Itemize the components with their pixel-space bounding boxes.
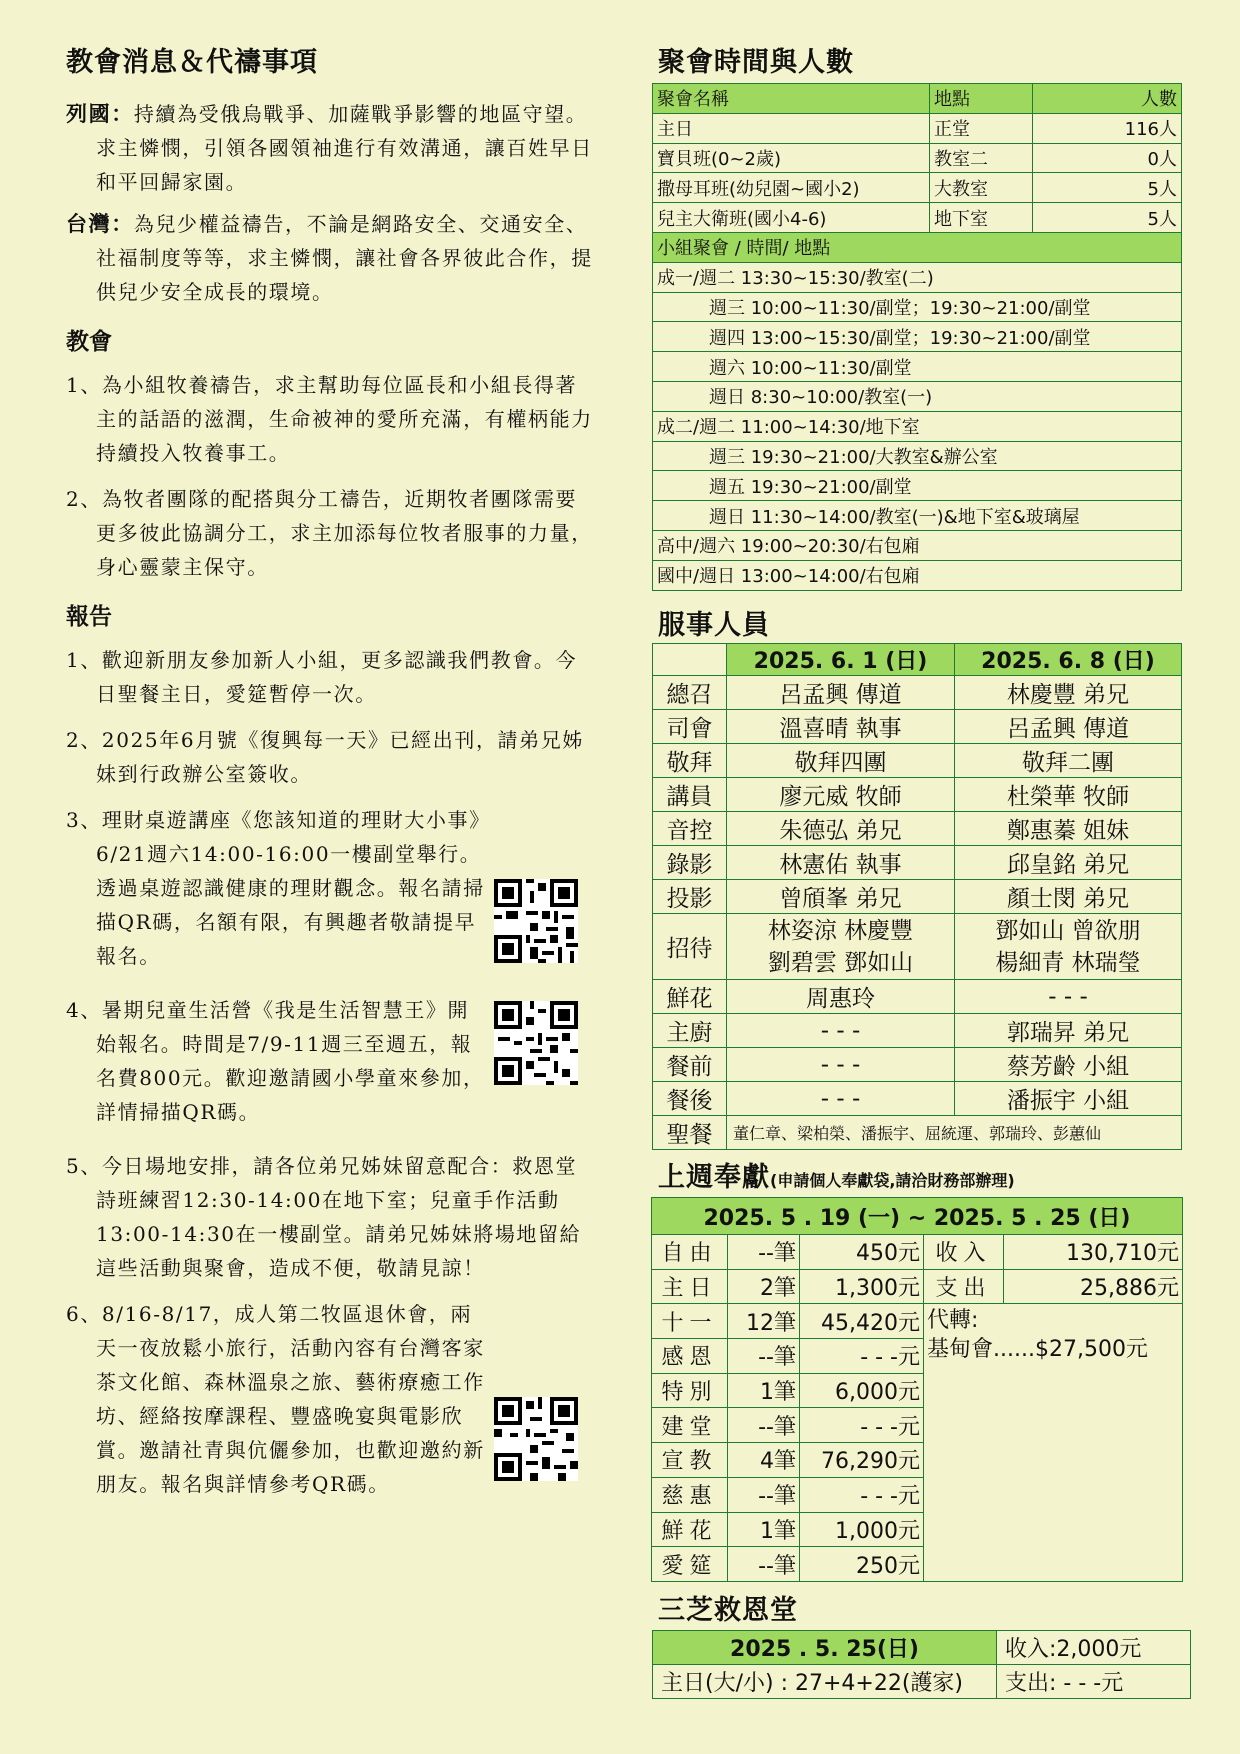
- table-cell: 董仁章、梁柏榮、潘振宇、屈統運、郭瑞玲、彭蕙仙: [727, 1116, 1182, 1150]
- church-item: 1、為小組牧養禱告，求主幫助每位區長和小組長得著主的話語的滋潤，生命被神的愛所充滿，有權柄能力持續投入牧養事工。: [66, 373, 593, 465]
- sanzhi-income: 收入:2,000元: [997, 1631, 1191, 1665]
- group-row: 週四 13:00~15:30/副堂；19:30~21:00/副堂: [653, 322, 1182, 352]
- table-row: [653, 1082, 1182, 1116]
- table-row: [653, 914, 1182, 980]
- table-row: [653, 710, 1182, 744]
- table-cell: 餐後: [653, 1082, 727, 1116]
- table-cell: 林慶豐 弟兄: [955, 676, 1182, 710]
- group-row: 高中/週六 19:00~20:30/右包廂: [653, 530, 1182, 560]
- table-cell: 主廚: [653, 1014, 727, 1048]
- report-item: 5、今日場地安排，請各位弟兄姊妹留意配合：救恩堂詩班練習12:30-14:00在地下室；兒童手作活動13:00-14:30在一樓副堂。請弟兄姊妹將場地留給這些活動與聚會，造成不便，敬請見諒！: [66, 1154, 582, 1280]
- table-cell: - - -: [727, 1014, 955, 1048]
- table-cell: 130,710元: [1004, 1235, 1183, 1270]
- transfer-note: 代轉: 基甸會......$27,500元: [924, 1304, 1183, 1582]
- sanzhi-attendance: 主日(大/小) : 27+4+22(護家): [653, 1665, 997, 1699]
- prayer-text: 為兒少權益禱告，不論是網路安全、交通安全、社福制度等等，求主憐憫，讓社會各界彼此合作，提供兒少安全成長的環境。: [96, 212, 593, 304]
- prayer-nations: [66, 97, 596, 199]
- table-cell: 郭瑞昇 弟兄: [955, 1014, 1182, 1048]
- table-cell: 宣教: [652, 1443, 728, 1478]
- table-cell: 溫喜晴 執事: [727, 710, 955, 744]
- left-column: [66, 40, 596, 1513]
- table-row: [653, 203, 1182, 233]
- col-header: 人數: [1033, 84, 1182, 114]
- table-cell: 兒主大衛班(國小4-6): [653, 203, 930, 233]
- table-cell: 45,420元: [800, 1304, 924, 1339]
- prayer-label: 列國：: [66, 102, 134, 126]
- date-header: 2025. 6. 8 (日): [955, 644, 1182, 676]
- table-cell: 鄭惠蓁 姐妹: [955, 812, 1182, 846]
- report-item: 2、2025年6月號《復興每一天》已經出刊，請弟兄姊妹到行政辦公室簽收。: [66, 728, 584, 786]
- table-cell: 廖元威 牧師: [727, 778, 955, 812]
- offering-period: 2025. 5 . 19 (一) ~ 2025. 5 . 25 (日): [652, 1198, 1183, 1235]
- meetings-title: 聚會時間與人數: [658, 47, 854, 78]
- table-row: [653, 1631, 1191, 1665]
- report-text: 3、理財桌遊講座《您該知道的理財大小事》6/21週六14:00-16:00一樓副堂舉行。透過桌遊認識健康的理財觀念。報名請掃描QR碼，名額有限，有興趣者敬請提早報名。: [66, 808, 485, 968]
- table-cell: 主日: [653, 113, 930, 143]
- col-header: 地點: [930, 84, 1033, 114]
- table-cell: 1筆: [728, 1373, 800, 1408]
- table-cell: --筆: [728, 1339, 800, 1374]
- table-cell: 感恩: [652, 1339, 728, 1374]
- table-cell: 朱德弘 弟兄: [727, 812, 955, 846]
- table-cell: 司會: [653, 710, 727, 744]
- table-cell: 十一: [652, 1304, 728, 1339]
- col-header: 聚會名稱: [653, 84, 930, 114]
- qr-code-icon[interactable]: [494, 1397, 578, 1481]
- table-cell: 4筆: [728, 1443, 800, 1478]
- table-row: [653, 1048, 1182, 1082]
- table-cell: 鮮花: [652, 1512, 728, 1547]
- table-cell: - - -元: [800, 1339, 924, 1374]
- table-cell: 錄影: [653, 846, 727, 880]
- table-cell: 主日: [652, 1269, 728, 1304]
- group-row: 國中/週日 13:00~14:00/右包廂: [653, 560, 1182, 590]
- table-cell: 潘振宇 小組: [955, 1082, 1182, 1116]
- prayer-text: 持續為受俄烏戰爭、加薩戰爭影響的地區守望。求主憐憫，引領各國領袖進行有效溝通，讓百姓早日和平回歸家園。: [96, 102, 593, 194]
- table-cell: 林憲佑 執事: [727, 846, 955, 880]
- prayer-label: 台灣：: [66, 212, 134, 236]
- table-cell: 鮮花: [653, 980, 727, 1014]
- report-item: [66, 993, 596, 1129]
- table-cell: - - -元: [800, 1477, 924, 1512]
- table-cell: 收入: [924, 1235, 1004, 1270]
- report-text: 4、暑期兒童生活營《我是生活智慧王》開始報名。時間是7/9-11週三至週五，報名費800元。歡迎邀請國小學童來參加，詳情掃描QR碼。: [66, 998, 485, 1124]
- group-row: 週三 19:30~21:00/大教室&辦公室: [653, 441, 1182, 471]
- table-row: [653, 1014, 1182, 1048]
- table-cell: - - -: [727, 1082, 955, 1116]
- table-cell: 正堂: [930, 113, 1033, 143]
- table-cell: 大教室: [930, 173, 1033, 203]
- table-cell: 地下室: [930, 203, 1033, 233]
- table-row: [653, 113, 1182, 143]
- report-item: [66, 803, 596, 973]
- table-row: [653, 143, 1182, 173]
- report-text: 6、8/16-8/17，成人第二牧區退休會，兩天一夜放鬆小旅行，活動內容有台灣客家茶文化館、森林溫泉之旅、藝術療癒工作坊、經絡按摩課程、豐盛晚宴與電影欣賞。邀請社青與伉儷參加，也歡迎邀約新朋友。報名與詳情參考QR碼。: [66, 1302, 485, 1496]
- staff-table: [652, 643, 1182, 1150]
- table-cell: 曾頎峯 弟兄: [727, 880, 955, 914]
- table-cell: 蔡芳齡 小組: [955, 1048, 1182, 1082]
- church-item: 2、為牧者團隊的配搭與分工禱告，近期牧者團隊需要更多彼此協調分工，求主加添每位牧者服事的力量，身心靈蒙主保守。: [66, 487, 593, 579]
- report-title: 報告: [66, 604, 112, 630]
- group-row: 週日 11:30~14:00/教室(一)&地下室&玻璃屋: [653, 501, 1182, 531]
- table-row: [652, 1304, 1183, 1339]
- table-cell: 5人: [1033, 203, 1182, 233]
- table-cell: 450元: [800, 1235, 924, 1270]
- table-cell: 1筆: [728, 1512, 800, 1547]
- prayer-taiwan: [66, 207, 596, 309]
- table-cell: 音控: [653, 812, 727, 846]
- table-cell: - - -: [955, 980, 1182, 1014]
- table-cell: 1,300元: [800, 1269, 924, 1304]
- qr-code-icon[interactable]: [494, 1001, 578, 1085]
- table-row: [653, 846, 1182, 880]
- table-cell: 愛筵: [652, 1547, 728, 1582]
- table-cell: 撒母耳班(幼兒園~國小2): [653, 173, 930, 203]
- sanzhi-title: 三芝救恩堂: [658, 1595, 798, 1626]
- table-cell: 116人: [1033, 113, 1182, 143]
- table-cell: [653, 644, 727, 676]
- table-cell: 敬拜二團: [955, 744, 1182, 778]
- table-cell: 寶貝班(0~2歲): [653, 143, 930, 173]
- table-row: [652, 1235, 1183, 1270]
- staff-title: 服事人員: [658, 610, 770, 641]
- church-title: 教會: [66, 329, 112, 355]
- qr-code-icon[interactable]: [494, 879, 578, 963]
- table-cell: 聖餐: [653, 1116, 727, 1150]
- table-cell: 總召: [653, 676, 727, 710]
- group-row: 成二/週二 11:00~14:30/地下室: [653, 411, 1182, 441]
- report-item: 1、歡迎新朋友參加新人小組，更多認識我們教會。今日聖餐主日，愛筵暫停一次。: [66, 648, 578, 706]
- table-cell: 餐前: [653, 1048, 727, 1082]
- table-cell: 周惠玲: [727, 980, 955, 1014]
- table-cell: 建堂: [652, 1408, 728, 1443]
- offering-table: [651, 1197, 1183, 1582]
- table-row: [653, 1116, 1182, 1150]
- group-row: 週五 19:30~21:00/副堂: [653, 471, 1182, 501]
- group-row: 週六 10:00~11:30/副堂: [653, 352, 1182, 382]
- sanzhi-expense: 支出: - - -元: [997, 1665, 1191, 1699]
- table-cell: 12筆: [728, 1304, 800, 1339]
- table-cell: 250元: [800, 1547, 924, 1582]
- group-row: 成一/週二 13:30~15:30/教室(二): [653, 262, 1182, 292]
- meetings-table: [652, 83, 1182, 591]
- table-cell: 1,000元: [800, 1512, 924, 1547]
- table-cell: 76,290元: [800, 1443, 924, 1478]
- table-cell: 2筆: [728, 1269, 800, 1304]
- report-item: [66, 1297, 596, 1501]
- table-cell: 顏士閔 弟兄: [955, 880, 1182, 914]
- table-cell: --筆: [728, 1235, 800, 1270]
- sanzhi-table: [652, 1630, 1191, 1699]
- table-cell: 教室二: [930, 143, 1033, 173]
- table-cell: 自由: [652, 1235, 728, 1270]
- offering-title: 上週奉獻(申請個人奉獻袋,請洽財務部辦理): [658, 1162, 1015, 1193]
- table-row: [653, 1665, 1191, 1699]
- date-header: 2025. 6. 1 (日): [727, 644, 955, 676]
- group-row: 週三 10:00~11:30/副堂；19:30~21:00/副堂: [653, 292, 1182, 322]
- table-cell: 5人: [1033, 173, 1182, 203]
- table-cell: 邱皇銘 弟兄: [955, 846, 1182, 880]
- news-title: 教會消息＆代禱事項: [66, 47, 318, 78]
- table-row: [653, 812, 1182, 846]
- table-cell: 6,000元: [800, 1373, 924, 1408]
- table-cell: --筆: [728, 1408, 800, 1443]
- table-cell: 投影: [653, 880, 727, 914]
- group-header: 小組聚會 / 時間/ 地點: [653, 232, 1182, 262]
- table-row: [652, 1269, 1183, 1304]
- table-row: [653, 173, 1182, 203]
- table-cell: 鄧如山 曾欲朋 楊細青 林瑞瑩: [955, 914, 1182, 980]
- table-cell: 特別: [652, 1373, 728, 1408]
- table-row: [653, 744, 1182, 778]
- table-cell: 林姿涼 林慶豐 劉碧雲 鄧如山: [727, 914, 955, 980]
- table-cell: 講員: [653, 778, 727, 812]
- table-cell: 0人: [1033, 143, 1182, 173]
- table-row: [653, 880, 1182, 914]
- table-cell: 呂孟興 傳道: [727, 676, 955, 710]
- sanzhi-date: 2025 . 5. 25(日): [653, 1631, 997, 1665]
- table-cell: 慈惠: [652, 1477, 728, 1512]
- table-cell: 敬拜: [653, 744, 727, 778]
- group-row: 週日 8:30~10:00/教室(一): [653, 381, 1182, 411]
- table-cell: 支出: [924, 1269, 1004, 1304]
- table-cell: - - -: [727, 1048, 955, 1082]
- table-cell: 招待: [653, 914, 727, 980]
- table-row: [653, 980, 1182, 1014]
- table-row: [653, 778, 1182, 812]
- table-cell: 呂孟興 傳道: [955, 710, 1182, 744]
- table-row: [653, 676, 1182, 710]
- table-cell: - - -元: [800, 1408, 924, 1443]
- table-cell: --筆: [728, 1477, 800, 1512]
- table-cell: --筆: [728, 1547, 800, 1582]
- offering-note: (申請個人奉獻袋,請洽財務部辦理): [770, 1171, 1015, 1190]
- table-cell: 杜榮華 牧師: [955, 778, 1182, 812]
- table-cell: 敬拜四團: [727, 744, 955, 778]
- table-cell: 25,886元: [1004, 1269, 1183, 1304]
